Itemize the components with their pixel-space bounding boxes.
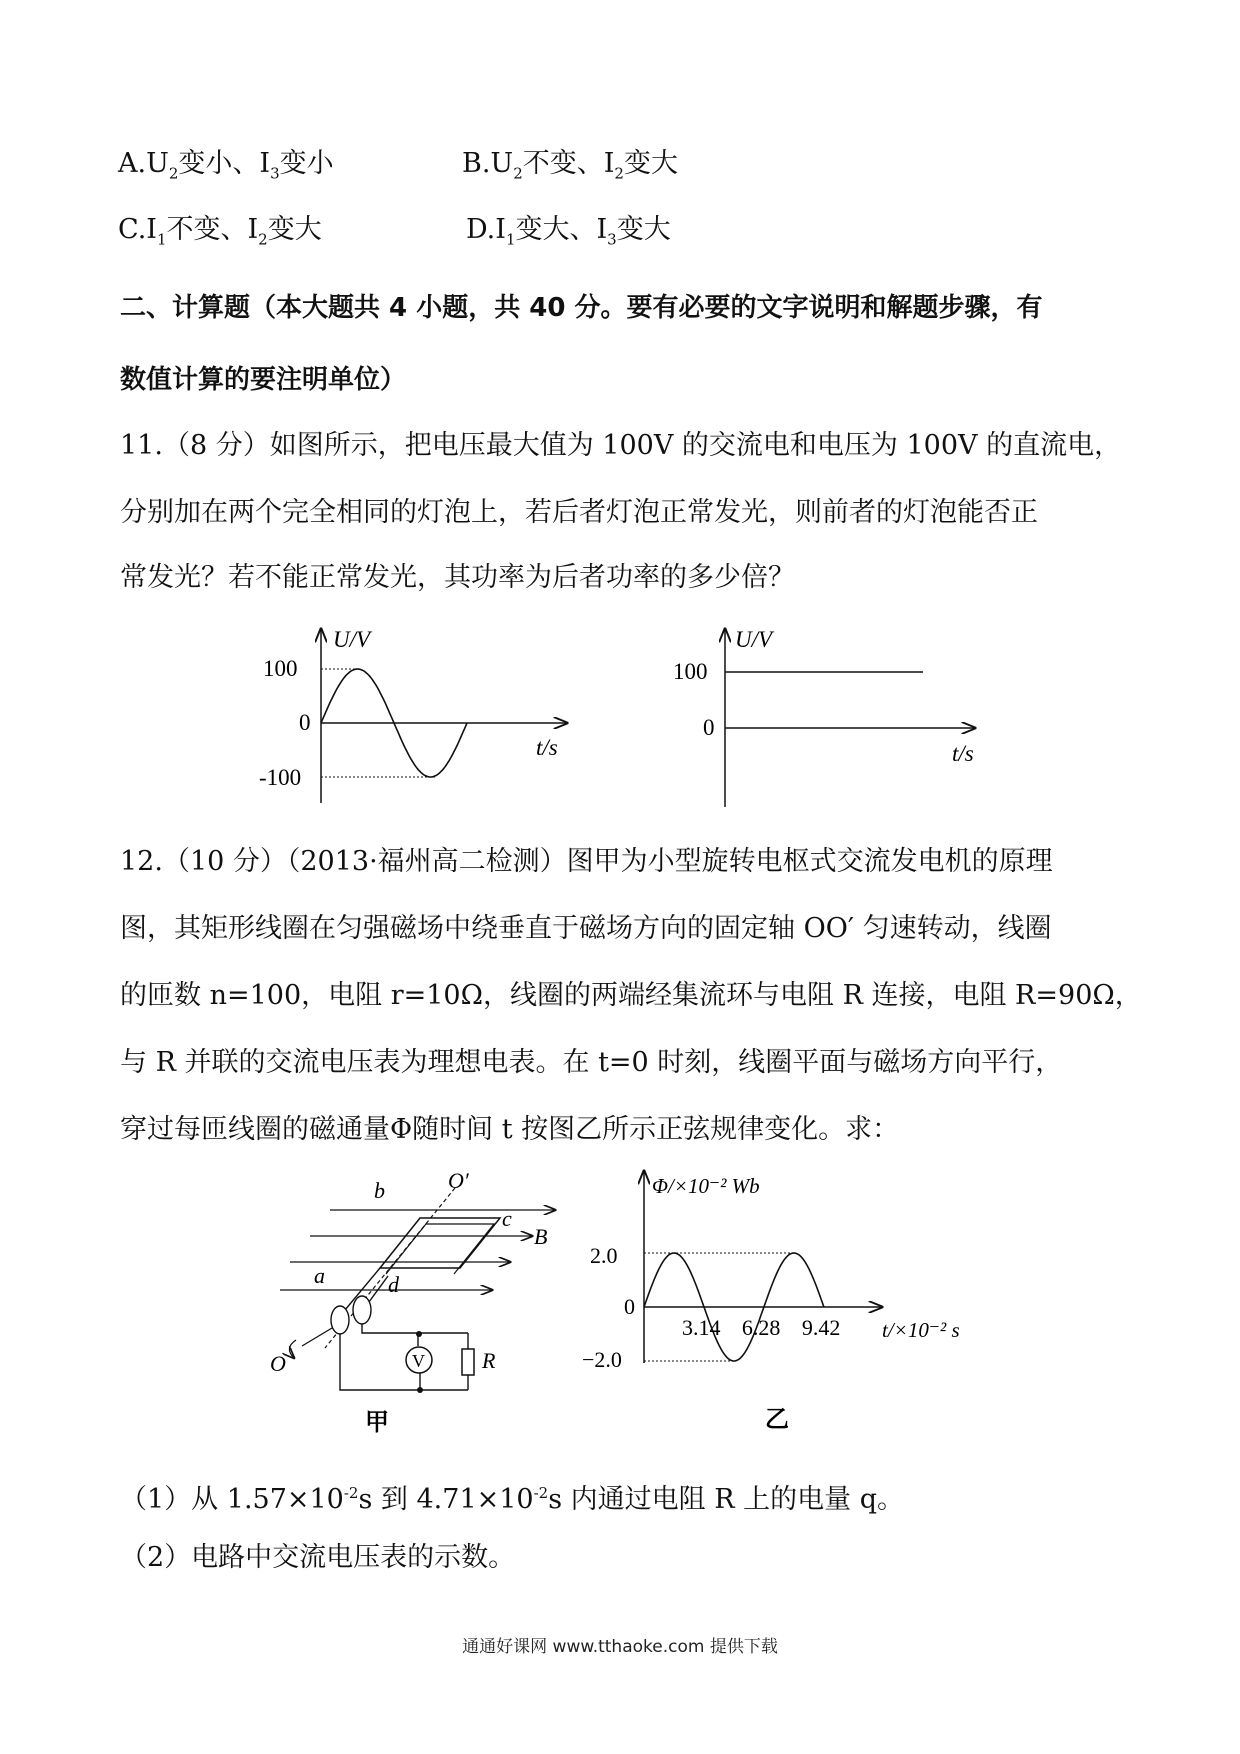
flux-xlabel: t/×10⁻² s	[882, 1318, 960, 1342]
resistor-icon	[462, 1349, 474, 1375]
label-c: c	[502, 1206, 512, 1231]
flux-xtick-314: 3.14	[682, 1315, 721, 1340]
ac-ytick-0: 0	[299, 710, 311, 735]
dc-voltage-chart	[665, 625, 995, 810]
label-o-prime: O′	[448, 1168, 469, 1193]
q11-line1: 11.（8 分）如图所示，把电压最大值为 100V 的交流电和电压为 100V 的直流电，	[120, 430, 1122, 461]
ac-voltage-chart	[255, 625, 585, 810]
q12-line1: 12.（10 分）（2013·福州高二检测）图甲为小型旋转电枢式交流发电机的原理	[120, 846, 1053, 877]
q11-line3: 常发光？若不能正常发光，其功率为后者功率的多少倍？	[120, 562, 795, 593]
option-a: $A.U_2$变小、$I_3$变小	[118, 148, 334, 183]
label-b: b	[374, 1178, 385, 1203]
ac-ylabel: U/V	[333, 627, 371, 652]
option-b: $B.U_2$不变、$I_2$变大	[462, 148, 678, 183]
flux-ytick-neg2: −2.0	[582, 1347, 622, 1372]
flux-ytick-0: 0	[624, 1294, 635, 1319]
q12-line5: 穿过每匝线圈的磁通量Φ随时间 t 按图乙所示正弦规律变化。求：	[120, 1114, 900, 1145]
label-B: B	[534, 1224, 548, 1249]
q12-sub1: （1）从 $1.57\times 10^{-2}s$ 到 $4.71\times 10^{-2}s$ 内通过电阻 R 上的电量 q。	[120, 1484, 905, 1515]
q11-line2: 分别加在两个完全相同的灯泡上，若后者灯泡正常发光，则前者的灯泡能否正	[120, 497, 1038, 528]
flux-ylabel: Φ/×10⁻² Wb	[652, 1174, 760, 1198]
ac-ytick-neg100: -100	[259, 765, 302, 790]
ac-ytick-100: 100	[263, 656, 298, 681]
q12-line2: 图，其矩形线圈在匀强磁场中绕垂直于磁场方向的固定轴 OO′ 匀速转动，线圈	[120, 913, 1052, 944]
dc-xlabel: t/s	[952, 741, 974, 766]
flux-xtick-628: 6.28	[741, 1315, 781, 1340]
q12-sub2: （2）电路中交流电压表的示数。	[120, 1542, 516, 1573]
junction-1	[416, 1331, 422, 1337]
caption-yi: 乙	[765, 1407, 789, 1433]
wire-2	[362, 1324, 418, 1346]
dc-ytick-100: 100	[673, 659, 708, 684]
option-c: $C.I_1$不变、$I_2$变大	[118, 214, 322, 249]
flux-chart	[582, 1165, 992, 1440]
footer: 通通好课网 www.tthaoke.com 提供下载	[462, 1637, 778, 1657]
rotation-arrow-icon	[289, 1340, 296, 1358]
section-heading-line1: 二、计算题（本大题共 4 小题，共 40 分。要有必要的文字说明和解题步骤，有	[120, 293, 1043, 323]
caption-jia: 甲	[365, 1410, 389, 1436]
flux-ytick-2: 2.0	[590, 1243, 618, 1268]
dc-ytick-0: 0	[703, 715, 715, 740]
label-a: a	[314, 1263, 325, 1288]
label-V: V	[412, 1351, 425, 1371]
shaft	[302, 1328, 332, 1346]
label-R: R	[482, 1348, 496, 1373]
slip-ring-1	[331, 1306, 349, 1334]
section-heading-line2: 数值计算的要注明单位）	[120, 365, 407, 395]
label-O: O	[270, 1351, 286, 1376]
label-d: d	[388, 1272, 399, 1297]
option-d: $D.I_1$变大、$I_3$变大	[466, 214, 671, 249]
q12-line4: 与 R 并联的交流电压表为理想电表。在 t=0 时刻，线圈平面与磁场方向平行，	[120, 1047, 1063, 1078]
slip-ring-2	[353, 1296, 371, 1324]
ac-xlabel: t/s	[536, 735, 558, 760]
generator-diagram	[270, 1168, 570, 1438]
q12-line3: 的匝数 n=100，电阻 r=10Ω，线圈的两端经集流环与电阻 R 连接，电阻 R=90Ω，	[120, 980, 1142, 1011]
flux-xtick-942: 9.42	[801, 1315, 841, 1340]
coil-inner	[386, 1224, 494, 1274]
junction-2	[417, 1387, 423, 1393]
dc-ylabel: U/V	[735, 627, 773, 652]
coil	[380, 1218, 500, 1268]
